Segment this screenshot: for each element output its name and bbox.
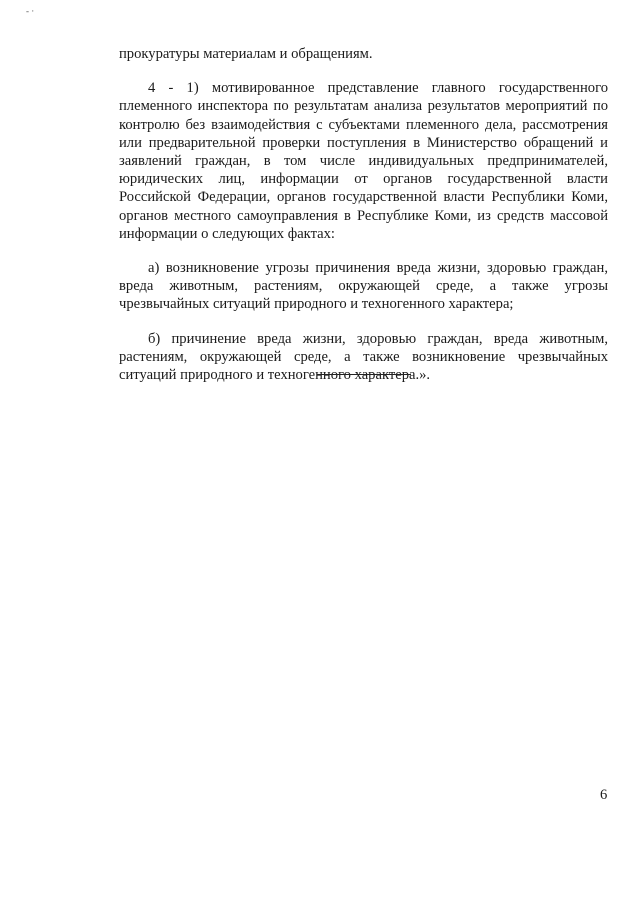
end-separator-line <box>317 374 411 375</box>
paragraph-subitem-a: а) возникновение угрозы причинения вреда жизни, здоровью граждан, вреда животным, растениям, окружающей среде, а также угрозы чрезвычайных ситуаций природного и техногенного характера; <box>119 260 608 313</box>
document-body <box>119 45 608 384</box>
paragraph-item-4-1: 4 - 1) мотивированное представление главного государственного племенного инспектора по результатам анализа результатов мероприятий по контролю без взаимодействия с субъектами племенного дела, рассмотрения или предварительной проверки поступления в Министерство обращений и заявлений граждан, в том числе индивидуальных предпринимателей, юридических лиц, информации от органов государственной власти Российской Федерации, органов государственной власти Республики Коми, органов местного самоуправления в Республике Коми, из средств массовой информации о следующих фактах: <box>119 80 608 242</box>
paragraph-subitem-b: б) причинение вреда жизни, здоровью граждан, вреда животным, растениям, окружающей среде, а также возникновение чрезвычайных ситуаций природного и техногенного характера.». <box>119 330 608 384</box>
scan-corner-mark: - · <box>26 6 35 16</box>
paragraph-continuation: прокуратуры материалам и обращениям. <box>119 46 373 62</box>
page-number: 6 <box>600 787 608 803</box>
